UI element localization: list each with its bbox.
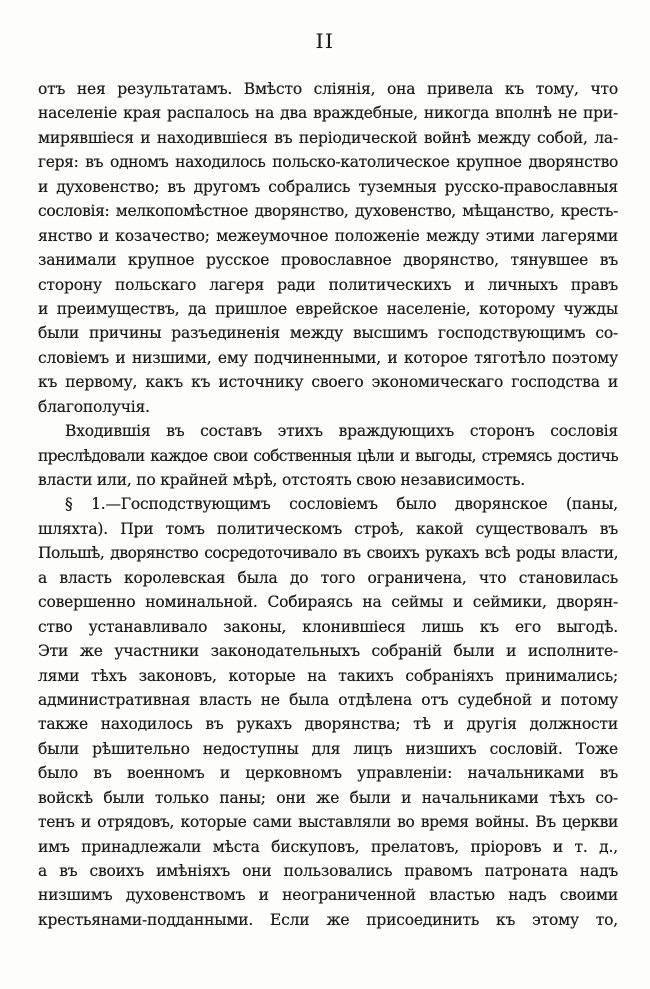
text-line: благополучія.: [38, 397, 150, 416]
text-line: преслѣдовали каждое свои собственныя цѣли и выгоды, стремясь достичь: [38, 446, 618, 465]
text-line: власти или, по крайней мѣрѣ, отстоять свою независимость.: [38, 471, 525, 489]
text-line: тенъ и отрядовъ, которые сами выставляли во время войны. Въ церкви: [38, 813, 618, 832]
text-line: къ первому, какъ къ источнику своего экономическаго господства и: [38, 373, 618, 392]
text-line: Эти же участники законодательныхъ собраній были и исполните-: [38, 642, 618, 661]
text-line: словіемъ и низшими, ему подчиненными, и которое тяготѣло поэтому: [38, 348, 618, 367]
text-line: также находилось въ рукахъ дворянства; тѣ и другія должности: [38, 715, 618, 734]
text-line: § 1.—Господствующимъ сословіемъ было дворянское (паны,: [65, 495, 618, 514]
text-line: сторону польскаго лагеря ради политическихъ и личныхъ правъ: [38, 275, 618, 294]
text-line: геря: въ одномъ находилось польско-католическое крупное дворянство: [38, 153, 618, 172]
text-line: и духовенство; въ другомъ собрались туземныя русско-православныя: [38, 177, 618, 196]
paragraph: [38, 419, 618, 492]
text-line: совершенно номинальной. Собираясь на сеймы и сеймики, дворян-: [38, 593, 618, 612]
text-line: янство и козачество; межеумочное положеніе между этими лагерями: [38, 226, 618, 245]
text-line: Входившія въ составъ этихъ враждующихъ сторонъ сословія: [65, 422, 618, 441]
page-number: II: [315, 29, 335, 53]
text-line: войскѣ были только паны; они же были и начальниками тѣхъ со-: [38, 788, 618, 807]
paragraph: [38, 77, 618, 419]
text-line: были причины разъединенія между высшимъ господствующимъ со-: [38, 324, 618, 343]
text-line: населеніе края распалось на два враждебные, никогда вполнѣ не при-: [38, 104, 618, 123]
text-line: административная власть не была отдѣлена отъ судебной и потому: [38, 690, 618, 709]
text-line: крестьянами-подданными. Если же присоединить къ этому то,: [38, 910, 618, 929]
text-line: а власть королевская была до того ограничена, что становилась: [38, 568, 618, 587]
text-line: низшимъ духовенствомъ и неограниченной властью надъ своими: [38, 886, 618, 905]
text-line: были рѣшительно недоступны для лицъ низшихъ сословій. Тоже: [38, 739, 618, 758]
text-line: Польшѣ, дворянство сосредоточивало въ своихъ рукахъ всѣ роды власти,: [38, 544, 618, 563]
text-line: занимали крупное русское провославное дворянство, тянувшее въ: [38, 251, 618, 270]
text-line: ство устанавливало законы, клонившіеся лишь къ его выгодѣ.: [38, 617, 618, 636]
text-line: отъ нея результатамъ. Вмѣсто сліянія, она привела къ тому, что: [38, 80, 618, 98]
paragraph: [38, 492, 618, 932]
text-line: шляхта). При томъ политическомъ строѣ, какой существовалъ въ: [38, 519, 618, 538]
text-line: а въ своихъ имѣніяхъ они пользовались правомъ патроната надъ: [38, 862, 618, 880]
text-line: лями тѣхъ законовъ, которые на такихъ собраніяхъ принимались;: [38, 666, 618, 685]
text-column: [38, 77, 618, 932]
text-line: имъ принадлежали мѣста бискуповъ, прелатовъ, пріоровъ и т. д.,: [38, 837, 618, 856]
text-line: мирявшіеся и находившіеся въ періодической войнѣ между собой, ла-: [38, 128, 618, 147]
text-line: сословія: мелкопомѣстное дворянство, духовенство, мѣщанство, кресть-: [38, 202, 618, 221]
text-line: было въ военномъ и церковномъ управленіи: начальниками въ: [38, 764, 618, 783]
text-line: и преимуществъ, да пришлое еврейское населеніе, которому чужды: [38, 299, 618, 318]
